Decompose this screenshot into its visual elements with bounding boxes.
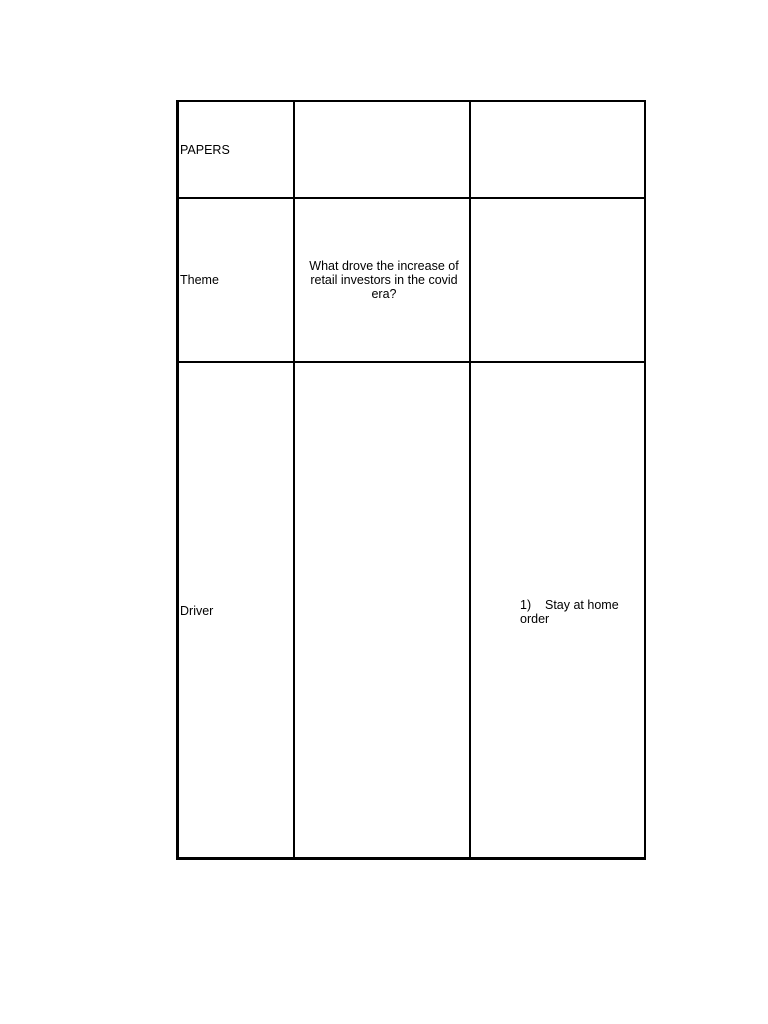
row-label-driver: Driver bbox=[180, 604, 214, 618]
row-divider-2 bbox=[179, 361, 644, 363]
column-divider-1 bbox=[293, 102, 295, 857]
row-divider-1 bbox=[179, 197, 644, 199]
row-label-theme: Theme bbox=[180, 273, 219, 287]
comparison-table bbox=[176, 100, 646, 860]
driver-item-number: 1) bbox=[520, 598, 532, 612]
row-label-papers: PAPERS bbox=[180, 143, 230, 157]
column-divider-2 bbox=[469, 102, 471, 857]
driver-item-text: Stay at home order bbox=[520, 598, 619, 626]
driver-list-item bbox=[520, 598, 638, 626]
theme-question: What drove the increase of retail investors in the covid era? bbox=[309, 259, 459, 301]
